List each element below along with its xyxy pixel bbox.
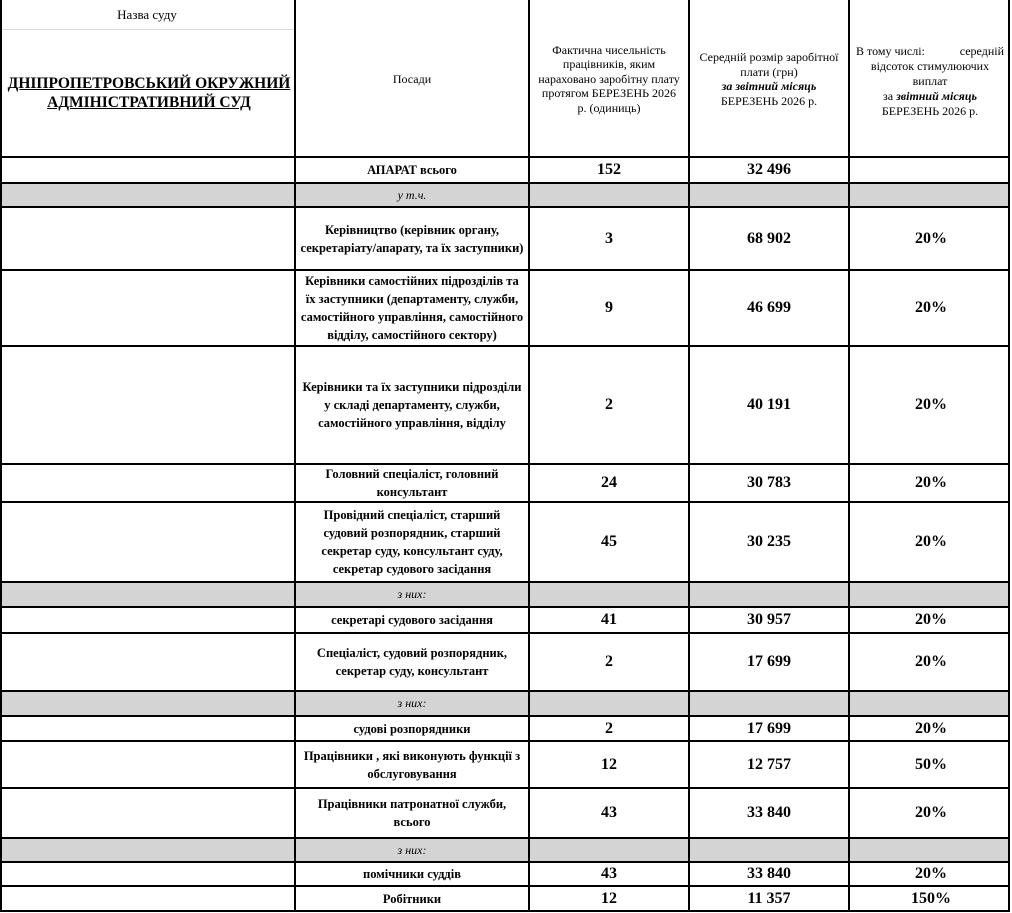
position-name: Керівництво (керівник органу, секретаріату/апарату, та їх заступники) (300, 222, 524, 255)
bonus-header (850, 2, 1010, 156)
headcount-value: 41 (601, 611, 617, 628)
headcount-value: 3 (605, 229, 613, 247)
subgroup-label: з них: (397, 696, 427, 710)
position-name: Керівники та їх заступники підрозділи у складі департаменту, служби, самостійного управління, відділу (302, 380, 522, 430)
bonus-percent-value: 20% (915, 474, 947, 491)
headcount-value: 24 (601, 474, 617, 491)
row-border (0, 787, 1010, 789)
bonus-percent-value: 20% (915, 611, 947, 628)
column-border (0, 0, 2, 912)
position-name: судові розпорядники (353, 721, 471, 736)
row-border (0, 182, 1010, 184)
bonus-percent-value (850, 158, 1012, 182)
position-name: Провідний спеціаліст, старший судовий розпорядник, старший секретар суду, консультант суду, секретар судового засідання (321, 508, 503, 576)
column-border (294, 0, 296, 912)
position-name: секретарі судового засідання (331, 613, 493, 627)
salary-value: 68 902 (747, 229, 791, 247)
row-border (0, 501, 1010, 503)
salary-value: 40 191 (747, 396, 791, 413)
headcount-header: Фактична чисельність працівників, яким нараховано заробітну плату протягом БЕРЕЗЕНЬ 2026 р. (одиниць) (538, 42, 680, 115)
column-border (688, 0, 690, 912)
row-border (0, 715, 1010, 717)
bonus-percent-value: 50% (915, 755, 947, 773)
headcount-value: 9 (605, 299, 613, 316)
row-border (0, 463, 1010, 465)
salary-value: 12 757 (747, 755, 791, 773)
column-border (1008, 0, 1010, 912)
position-name: АПАРАТ всього (367, 163, 457, 177)
bonus-header-line2: відсоток стимулюючих виплат (870, 59, 990, 88)
salary-value: 33 840 (747, 865, 791, 882)
salary-value: 32 496 (747, 161, 791, 178)
position-name: Керівники самостійних підрозділів та їх заступники (департаменту, служби, самостійного управління, самостійного відділу, самостійного сектору) (300, 274, 524, 342)
column-border (528, 0, 530, 912)
salary-value: 33 840 (747, 804, 791, 821)
headcount-value: 45 (601, 533, 617, 550)
position-name: Спеціаліст, судовий розпорядник, секретар суду, консультант (316, 646, 508, 678)
salary-value: 30 957 (747, 611, 791, 628)
bonus-header-italic: звітний місяць (896, 89, 978, 103)
row-border (0, 345, 1010, 347)
row-border (0, 690, 1010, 692)
bonus-percent-value: 20% (915, 229, 947, 247)
headcount-value: 2 (605, 653, 613, 670)
headcount-value: 43 (601, 804, 617, 821)
row-border (0, 861, 1010, 863)
row-border (0, 156, 1010, 158)
subgroup-label: з них: (397, 842, 427, 857)
bonus-percent-value: 20% (915, 299, 947, 316)
position-name: Працівники патронатної служби, всього (317, 797, 507, 829)
bonus-percent-value: 20% (915, 396, 947, 413)
position-name: помічники суддів (363, 867, 461, 881)
row-border (0, 581, 1010, 583)
bonus-header-period: БЕРЕЗЕНЬ 2026 р. (881, 104, 979, 118)
position-name: Робітники (382, 891, 442, 906)
row-border (0, 740, 1010, 742)
column-border (848, 0, 850, 912)
salary-header-period: БЕРЕЗЕНЬ 2026 р. (720, 93, 818, 108)
salary-value: 11 357 (747, 889, 791, 907)
row-border (0, 837, 1010, 839)
row-border (0, 632, 1010, 634)
headcount-value: 2 (605, 396, 613, 413)
bonus-percent-value: 20% (915, 865, 947, 882)
salary-header (690, 2, 848, 156)
headcount-value: 12 (601, 755, 617, 773)
salary-value: 46 699 (747, 299, 791, 316)
bonus-header-prefix: за (882, 89, 894, 103)
headcount-value: 2 (605, 719, 613, 737)
headcount-value: 12 (601, 889, 617, 907)
headcount-value: 152 (597, 161, 621, 178)
bonus-percent-value: 150% (911, 889, 951, 907)
positions-header: Посади (392, 71, 432, 86)
bonus-percent-value: 20% (915, 719, 947, 737)
row-border (0, 910, 1010, 912)
bonus-percent-value: 20% (915, 533, 947, 550)
headcount-value: 43 (601, 865, 617, 882)
salary-header-italic: за звітний місяць (721, 79, 817, 93)
salary-value: 30 783 (747, 474, 791, 491)
court-label-divider (0, 29, 294, 30)
bonus-header-line1-left: В тому числі: (856, 44, 925, 58)
row-border (0, 269, 1010, 271)
bonus-percent-value: 20% (915, 804, 947, 821)
court-name: ДНІПРОПЕТРОВСЬКИЙ ОКРУЖНИЙ АДМІНІСТРАТИВНИЙ СУД (7, 74, 291, 111)
court-name-label: Назва суду (117, 7, 177, 22)
row-border (0, 885, 1010, 887)
subgroup-label: з них: (397, 587, 427, 601)
position-name: Працівники , які виконують функції з обслуговування (303, 748, 521, 781)
bonus-header-line1-right: середній (959, 44, 1004, 58)
position-name: Головний спеціаліст, головний консультант (325, 467, 499, 499)
salary-value: 17 699 (747, 719, 791, 737)
row-border (0, 606, 1010, 608)
row-border (0, 206, 1010, 208)
bonus-percent-value: 20% (915, 653, 947, 670)
subgroup-label: у т.ч. (397, 187, 427, 202)
salary-header-text: Середній розмір заробітної плати (грн) (699, 50, 839, 79)
salary-value: 30 235 (747, 533, 791, 550)
salary-value: 17 699 (747, 653, 791, 670)
